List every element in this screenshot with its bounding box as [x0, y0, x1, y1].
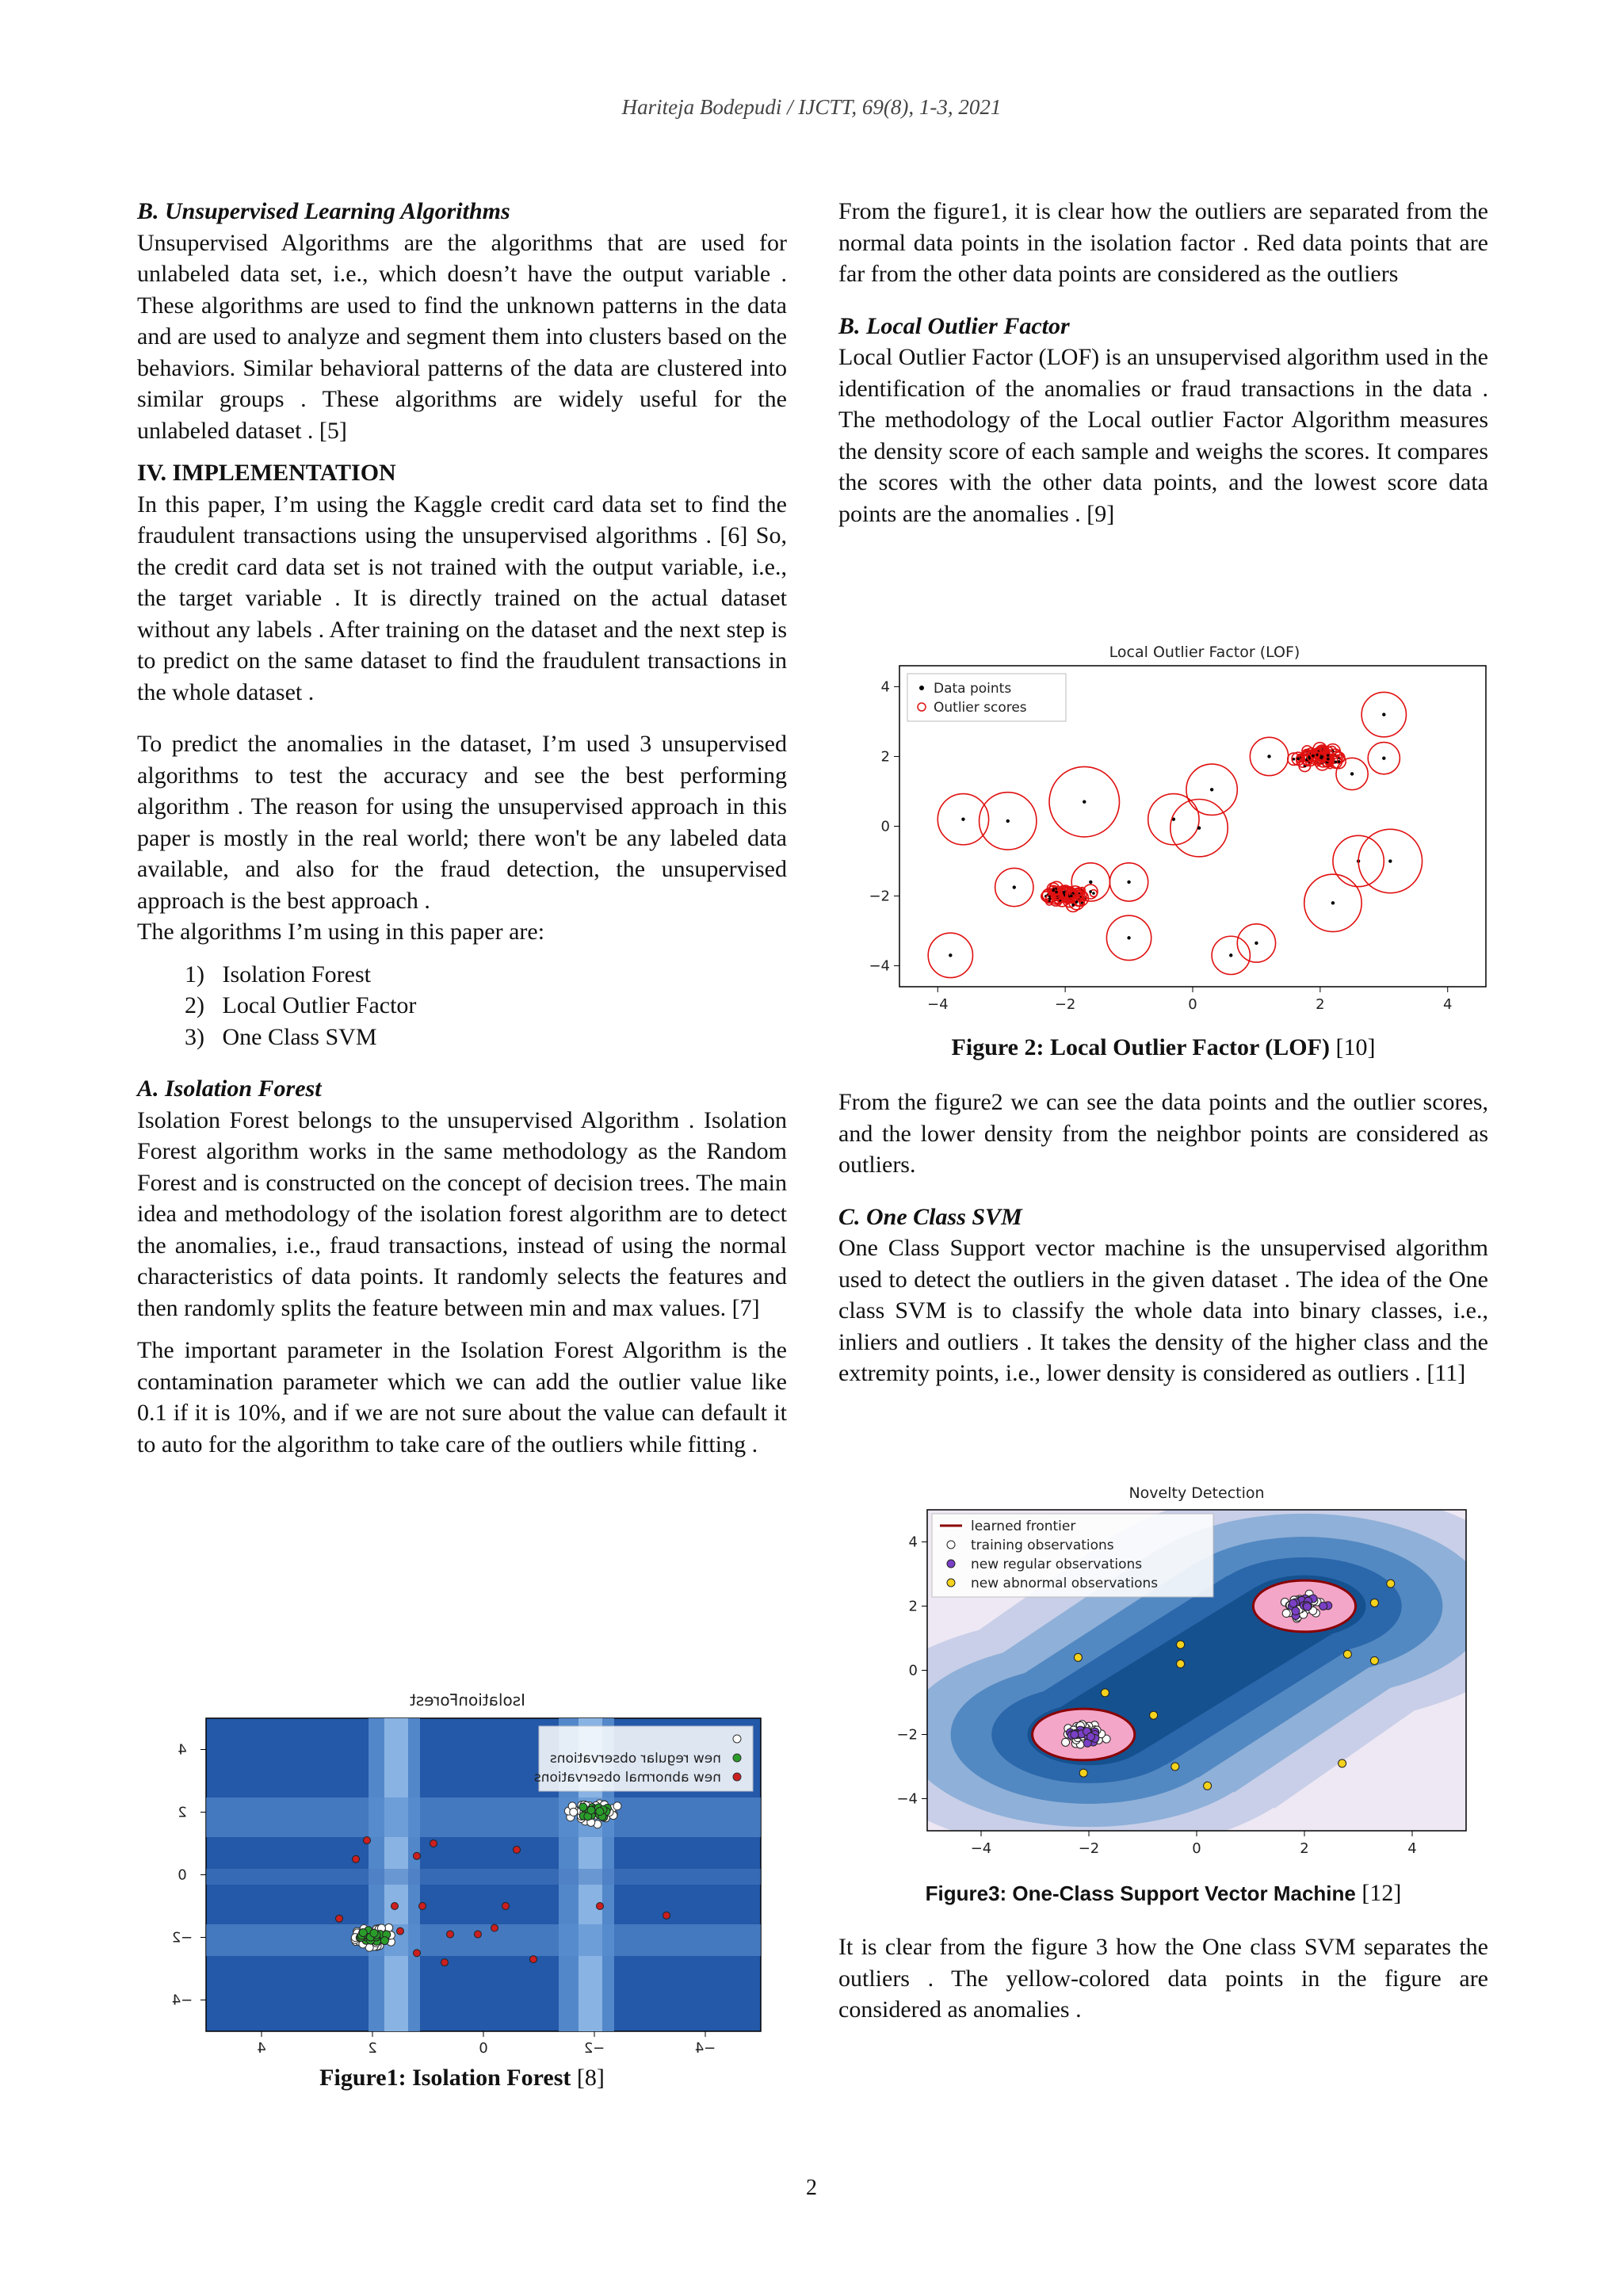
paragraph-implementation-1: In this paper, I’m using the Kaggle credit card data set to find the fraudulent transactions using the unsupervised algorithms . [6] So, the credit card data set is not trained with the output variable, i.e., the target variable . It is directly trained on the actual dataset without any labels . After training on the dataset and the next step is to predict on the same dataset to find the fraudulent transactions in the whole dataset . — [137, 491, 787, 705]
regular-point — [1086, 1733, 1094, 1740]
data-point — [1083, 800, 1086, 803]
section-heading-implementation: IV. IMPLEMENTATION — [137, 460, 396, 486]
regular-point — [359, 1929, 367, 1937]
paragraph-isolation-forest-1: Isolation Forest belongs to the unsupervised Algorithm . Isolation Forest algorithm works in the same methodology as the Random Forest and is constructed on the concept of decision trees. The main idea and methodology of the isolation forest algorithm are to detect the anomalies, i.e., fraud transactions, instead of using the normal characteristics of data points. It randomly selects the features and then randomly splits the feature between min and max values. [7] — [137, 1106, 787, 1321]
right-column-lower — [838, 1087, 1488, 1389]
abnormal-point — [397, 1927, 404, 1935]
regular-point — [587, 1806, 595, 1814]
abnormal-point — [1079, 1769, 1087, 1777]
data-point — [1382, 712, 1385, 716]
figure1-caption: Figure1: Isolation Forest [8] — [319, 2065, 605, 2091]
data-point — [1006, 819, 1010, 823]
data-point — [1127, 881, 1130, 884]
abnormal-point — [1150, 1711, 1158, 1719]
y-tick-label: 4 — [178, 1741, 187, 1759]
abnormal-point — [419, 1903, 426, 1910]
y-tick-label: −4 — [171, 1992, 193, 2009]
fig2-legend — [907, 674, 1066, 721]
data-point — [1071, 904, 1075, 907]
x-tick-label: 4 — [1443, 996, 1453, 1013]
x-tick-label: −4 — [970, 1840, 992, 1857]
fig1-legend — [534, 1726, 753, 1791]
figure2-lof-chart — [840, 638, 1490, 1018]
y-tick-label: 2 — [178, 1804, 187, 1821]
data-point — [1312, 755, 1315, 758]
abnormal-point — [1171, 1763, 1179, 1771]
data-point — [1267, 755, 1270, 758]
fig2-legend-outlier-scores: Outlier scores — [934, 700, 1027, 716]
regular-point — [1304, 1603, 1312, 1610]
y-tick-label: −2 — [171, 1929, 193, 1946]
abnormal-point — [1074, 1653, 1082, 1661]
abnormal-point — [1370, 1656, 1378, 1664]
x-tick-label: 2 — [1316, 996, 1325, 1013]
abnormal-point — [447, 1931, 454, 1938]
y-tick-label: −2 — [896, 1726, 918, 1744]
data-point — [1331, 901, 1335, 904]
y-tick-label: 4 — [908, 1534, 918, 1551]
data-point — [1052, 889, 1055, 892]
fig2-title: Local Outlier Factor (LOF) — [1109, 644, 1300, 661]
abnormal-point — [597, 1903, 604, 1910]
abnormal-point — [1370, 1599, 1378, 1606]
regular-point — [370, 1929, 378, 1937]
data-point — [1092, 892, 1095, 895]
regular-point — [1292, 1607, 1300, 1615]
abnormal-point — [414, 1852, 421, 1859]
section-heading-unsupervised: B. Unsupervised Learning Algorithms — [137, 198, 510, 224]
x-tick-label: 0 — [1188, 996, 1197, 1013]
figure2-caption: Figure 2: Local Outlier Factor (LOF) [10] — [951, 1034, 1376, 1060]
abnormal-point — [491, 1924, 498, 1931]
page-number: 2 — [806, 2176, 817, 2200]
fig1-legend-label: new regular observations — [549, 1751, 721, 1767]
training-point — [613, 1802, 621, 1810]
abnormal-point — [414, 1950, 421, 1957]
data-point — [1254, 942, 1258, 945]
section-heading-lof: B. Local Outlier Factor — [838, 312, 1070, 339]
abnormal-point — [502, 1903, 510, 1910]
y-tick-label: −4 — [896, 1790, 918, 1808]
paragraph-implementation-2: To predict the anomalies in the dataset, I’m used 3 unsupervised algorithms to test the accuracy and see the best performing algorithm . The reason for using the unsupervised approach in this paper is mostly in the real world; there won't be any labeled data available, and also for the fraud detection, the unsupervised approach is the best approach . — [137, 731, 787, 914]
fig3-legend — [932, 1514, 1213, 1597]
regular-point — [596, 1808, 604, 1816]
paragraph-implementation-3: The algorithms I’m using in this paper are: — [137, 919, 545, 945]
regular-point — [1319, 1602, 1327, 1610]
x-tick-label: 0 — [479, 2040, 488, 2057]
abnormal-point — [1177, 1641, 1185, 1648]
data-point — [1070, 895, 1073, 898]
abnormal-point — [1343, 1650, 1351, 1658]
x-tick-label: 4 — [1407, 1840, 1417, 1857]
data-point — [1013, 885, 1016, 888]
abnormal-point — [364, 1837, 371, 1844]
paragraph-lof: Local Outlier Factor (LOF) is an unsupervised algorithm used in the identification of the anomalies or fraud transactions in the data . The methodology of the Local outlier Factor Algorithm measures the density score of each sample and weighs the scores. It compares the scores with the other data points, and the lowest score data points are the anomalies . [9] — [838, 344, 1488, 527]
fig3-title: Novelty Detection — [1128, 1484, 1265, 1502]
fig1-title: IsolationForest — [409, 1690, 526, 1710]
left-column — [137, 196, 787, 1460]
paragraph-figure3-discussion: It is clear from the figure 3 how the One class SVM separates the outliers . The yellow-colored data points in the figure are considered as anomalies . — [838, 1934, 1488, 2023]
right-column-bottom — [838, 1931, 1488, 2026]
list-item: 3) One Class SVM — [185, 1023, 377, 1050]
training-point — [1062, 1738, 1070, 1746]
data-point — [1075, 900, 1079, 904]
y-tick-label: 4 — [880, 678, 890, 696]
abnormal-point — [441, 1959, 449, 1966]
section-heading-isolation-forest: A. Isolation Forest — [137, 1075, 322, 1102]
data-point — [1335, 761, 1338, 764]
paragraph-figure2-discussion: From the figure2 we can see the data points and the outlier scores, and the lower density from the neighbor points are considered as outliers. — [838, 1089, 1488, 1178]
abnormal-point — [663, 1912, 670, 1919]
training-point — [570, 1808, 578, 1816]
regular-point — [1289, 1599, 1297, 1607]
paragraph-figure1-discussion: From the figure1, it is clear how the outliers are separated from the normal data points in the isolation factor . Red data points that are far from the other data points are considered as the outliers — [838, 198, 1488, 287]
x-tick-label: −2 — [583, 2040, 605, 2057]
data-point — [1127, 936, 1130, 939]
data-point — [1048, 897, 1052, 900]
y-tick-label: −4 — [869, 957, 890, 975]
y-tick-label: 0 — [178, 1866, 187, 1884]
data-point — [1327, 754, 1330, 757]
y-tick-label: 2 — [908, 1598, 918, 1615]
abnormal-point — [1204, 1782, 1212, 1790]
x-tick-label: −2 — [1054, 996, 1076, 1013]
data-point — [1296, 757, 1300, 760]
regular-point — [380, 1937, 388, 1945]
fig1-legend-label: new abnormal observations — [533, 1770, 721, 1786]
abnormal-point — [1177, 1660, 1185, 1668]
abnormal-point — [1387, 1580, 1395, 1587]
x-tick-label: 2 — [1300, 1840, 1309, 1857]
data-point — [1063, 891, 1066, 894]
data-point — [961, 817, 964, 820]
running-header: Hariteja Bodepudi / IJCTT, 69(8), 1-3, 2021 — [621, 95, 1002, 119]
fig2-legend-data-points: Data points — [934, 681, 1012, 697]
abnormal-point — [530, 1956, 537, 1963]
y-tick-label: 0 — [908, 1662, 918, 1679]
data-point — [1382, 756, 1385, 759]
x-tick-label: 2 — [368, 2040, 377, 2057]
algorithm-list — [137, 959, 787, 1053]
data-point — [1229, 953, 1232, 957]
x-tick-label: −4 — [694, 2040, 716, 2057]
figure3-caption: Figure3: One-Class Support Vector Machine [12] — [925, 1880, 1402, 1906]
fig3-legend-training: training observations — [971, 1538, 1114, 1553]
x-tick-label: −4 — [926, 996, 949, 1013]
y-tick-label: −2 — [869, 888, 890, 905]
abnormal-point — [353, 1855, 360, 1862]
figure1-isolation-forest-chart — [166, 1687, 769, 2059]
data-point — [1327, 758, 1330, 761]
data-point — [1089, 890, 1092, 893]
section-heading-one-class-svm: C. One Class SVM — [838, 1203, 1022, 1230]
abnormal-point — [1101, 1689, 1109, 1697]
data-point — [1320, 755, 1323, 758]
regular-point — [579, 1803, 587, 1811]
abnormal-point — [475, 1931, 482, 1938]
right-column — [838, 196, 1488, 529]
paragraph-isolation-forest-2: The important parameter in the Isolation Forest Algorithm is the contamination parameter which we can add the outlier value like 0.1 if it is 10%, and if we are not sure about the value can default it to auto for the algorithm to take care of the outliers while fitting . — [137, 1337, 787, 1457]
y-tick-label: 2 — [880, 748, 890, 766]
abnormal-point — [514, 1846, 521, 1853]
list-item: 2) Local Outlier Factor — [185, 992, 417, 1018]
list-item: 1) Isolation Forest — [185, 961, 371, 988]
data-point — [949, 953, 952, 957]
y-tick-label: 0 — [880, 818, 890, 835]
abnormal-point — [430, 1840, 437, 1847]
abnormal-point — [336, 1915, 343, 1922]
regular-point — [1071, 1731, 1079, 1739]
figure3-novelty-detection-chart — [880, 1482, 1482, 1855]
x-tick-label: 0 — [1192, 1840, 1201, 1857]
data-point — [1197, 827, 1201, 830]
data-point — [1388, 859, 1392, 862]
fig3-legend-abnormal: new abnormal observations — [971, 1576, 1159, 1591]
fig3-legend-frontier: learned frontier — [971, 1519, 1076, 1534]
data-point — [1055, 891, 1058, 894]
abnormal-point — [391, 1903, 399, 1910]
abnormal-point — [1338, 1759, 1346, 1767]
x-tick-label: −2 — [1078, 1840, 1100, 1857]
training-point — [1282, 1610, 1290, 1618]
paragraph-unsupervised: Unsupervised Algorithms are the algorithms that are used for unlabeled data set, i.e., which doesn’t have the output variable . These algorithms are used to find the unknown patterns in the data and are used to analyze and segment them into clusters based on the behaviors. Similar behavioral patterns of the data are clustered into similar groups . These algorithms are widely useful for the unlabeled dataset . [5] — [137, 229, 787, 444]
data-point — [1210, 788, 1213, 791]
x-tick-label: 4 — [257, 2040, 266, 2057]
paragraph-one-class-svm: One Class Support vector machine is the unsupervised algorithm used to detect the outliers in the given dataset . The idea of the One class SVM is to classify the whole data into binary classes, i.e., inliers and outliers . It takes the density of the higher class and the extremity points, i.e., lower density is considered as outliers . [11] — [838, 1235, 1488, 1386]
fig3-legend-regular: new regular observations — [971, 1557, 1143, 1572]
data-point — [1350, 772, 1354, 775]
data-point — [1293, 758, 1296, 761]
data-point — [1089, 881, 1092, 884]
